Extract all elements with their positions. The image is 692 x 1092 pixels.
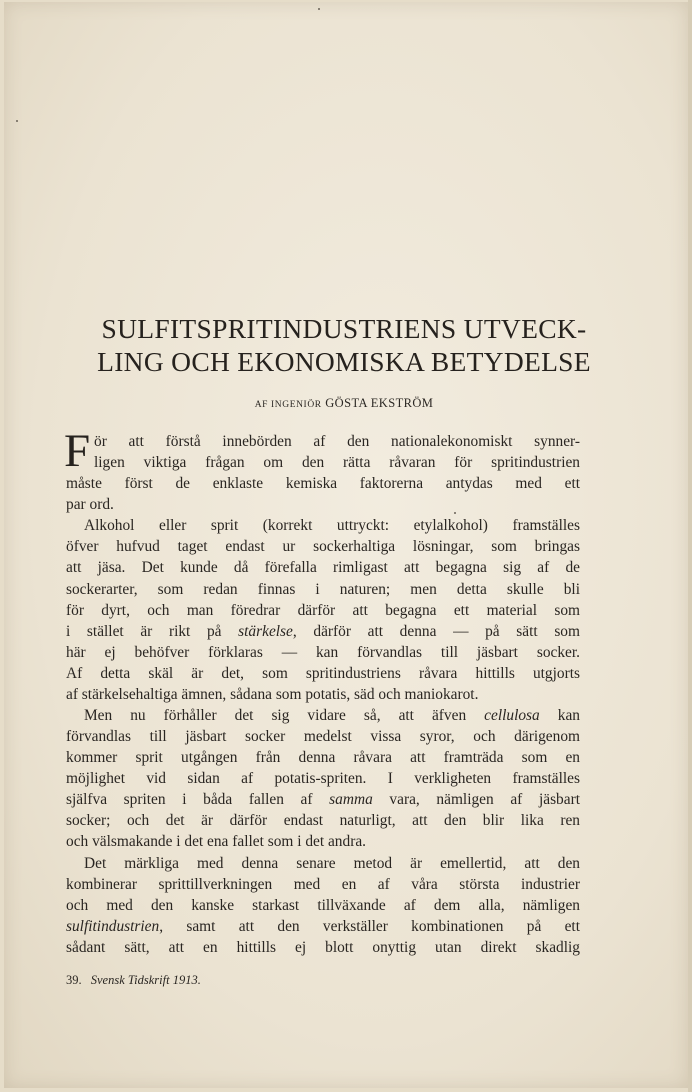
- text-line: för dyrt, och man föredrar därför att begagna ett material som: [66, 601, 580, 619]
- paragraph-4: [66, 853, 580, 958]
- speck-mark: [16, 120, 18, 122]
- drop-cap: F: [64, 425, 91, 477]
- title-line-1: SULFITSPRITINDUSTRIENS UTVECK-: [101, 313, 587, 344]
- page-edge: [688, 0, 692, 1092]
- text-line: här ej behöfver förklaras — kan förvandlas till jäsbart socker.: [66, 643, 580, 661]
- journal-citation: Svensk Tidskrift 1913.: [90, 973, 201, 987]
- article-body: [64, 425, 580, 958]
- article-title: [66, 312, 622, 378]
- text-line: kombinerar sprittillverkningen med en af våra största industrier: [66, 875, 580, 893]
- paragraph-2: [66, 515, 580, 705]
- text-line: par ord.: [66, 496, 114, 514]
- text-line: Det märkliga med denna senare metod är emellertid, att den: [84, 854, 580, 872]
- emphasis-cellulosa: cellulosa: [484, 707, 540, 725]
- text-line: Alkohol eller sprit (korrekt uttryckt: etylalkohol) framställes: [84, 517, 580, 535]
- emphasis-sulfitindustrien: sulfitindustrien: [66, 917, 160, 935]
- byline: [66, 396, 622, 411]
- byline-prefix: AF INGENIÖR: [254, 400, 322, 410]
- text-line-mixed: [66, 621, 580, 642]
- text-line: socker; och det är därför endast naturligt, att den blir lika ren: [66, 812, 580, 830]
- text-line: och välsmakande i det ena fallet som i det andra.: [66, 833, 367, 851]
- text-line: Af detta skäl är det, som spritindustriens råvara hittills utgjorts: [66, 664, 580, 682]
- emphasis-starkelse: stärkelse: [238, 622, 293, 640]
- text-line: sådant sätt, att en hittills ej blott onyttig utan direkt skadlig: [66, 938, 580, 956]
- byline-author: GÖSTA EKSTRÖM: [325, 396, 434, 410]
- text-run: , därför att denna — på sätt som: [292, 622, 580, 640]
- paragraph-3: [66, 705, 580, 853]
- text-line: öfver hufvud taget endast ur sockerhaltiga lösningar, som bringas: [66, 538, 580, 556]
- page-number: 39.: [66, 973, 82, 987]
- text-run: kan: [539, 707, 580, 725]
- emphasis-samma: samma: [329, 791, 373, 809]
- text-run: i stället är rikt på: [66, 622, 239, 640]
- text-line: af stärkelsehaltiga ämnen, sådana som potatis, säd och maniokarot.: [66, 685, 479, 703]
- text-line: ör att förstå innebörden af den nationalekonomiskt synner-: [94, 433, 580, 450]
- text-line-mixed: [66, 916, 580, 937]
- text-line: och med den kanske starkast tillväxande af dem alla, nämligen: [66, 896, 580, 914]
- text-line-mixed: [66, 789, 580, 810]
- text-run: själfva spriten i båda fallen af: [66, 791, 330, 809]
- text-run: Men nu förhåller det sig vidare så, att äfven: [84, 707, 485, 725]
- page-footer: [66, 973, 201, 988]
- text-line-mixed: [66, 705, 580, 726]
- title-line-2: LING OCH EKONOMISKA BETYDELSE: [97, 346, 591, 377]
- text-line: att jäsa. Det kunde då förefalla rimligast att begagna sig af de: [66, 559, 580, 577]
- text-line: kommer sprit utgången från denna råvara att framträda som en: [66, 749, 580, 767]
- text-run: , samt att den verkställer kombinationen på ett: [159, 917, 580, 935]
- text-run: vara, nämligen af jäsbart: [372, 791, 580, 809]
- text-line: förvandlas till jäsbart socker medelst vissa syror, och därigenom: [66, 728, 580, 746]
- text-line: ligen viktiga frågan om den rätta råvaran för spritindustrien: [94, 454, 580, 472]
- paragraph-1: [64, 425, 580, 515]
- text-line: möjlighet vid sidan af potatis-spriten. I verkligheten framställes: [66, 770, 580, 788]
- text-line: sockerarter, som redan finnas i naturen; men detta skulle bli: [66, 580, 580, 598]
- text-line: måste först de enklaste kemiska faktorerna antydas med ett: [66, 475, 580, 493]
- speck-mark: [318, 8, 320, 10]
